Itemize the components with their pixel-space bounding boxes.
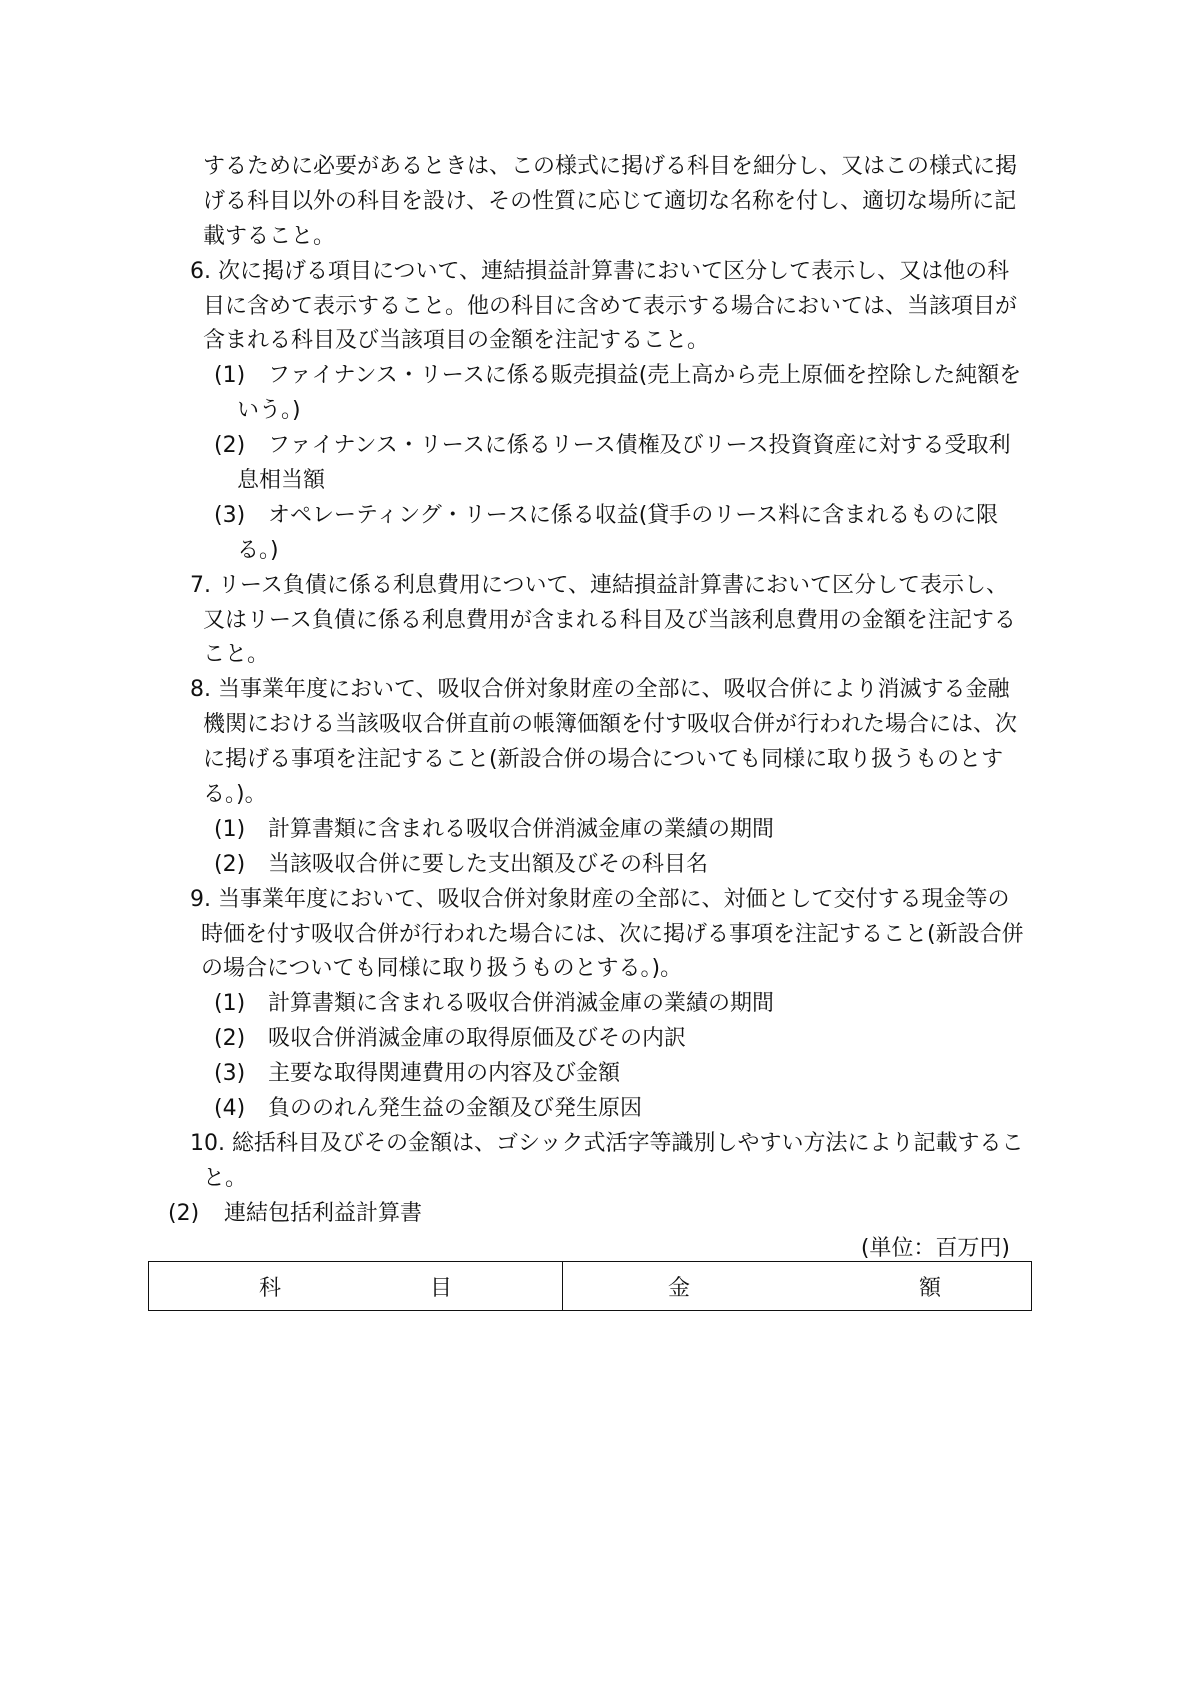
sub-label: (4) [214,1096,246,1122]
item-9-sub-2 [214,1022,1181,1057]
sub-text: オペレーティング・リースに係る収益(貸手のリース料に含まれるものに限 [268,502,999,528]
item-9-sub-4 [214,1092,1181,1127]
sub-text: 主要な取得関連費用の内容及び金額 [268,1061,621,1087]
item-8-sub-2 [214,848,1181,883]
header-char: 科 [259,1275,282,1301]
item-10-line: と。 [203,1165,248,1191]
sub-text-cont: 息相当額 [237,468,326,494]
item-7-line: 又はリース負債に係る利息費用が含まれる科目及び当該利息費用の金額を注記する [203,607,1016,633]
text-line: げる科目以外の科目を設け、その性質に応じて適切な名称を付し、適切な場所に記 [203,188,1017,214]
header-cell-item [149,1262,563,1311]
table-header-row [149,1262,1032,1311]
item-8-line: る。)。 [203,782,267,808]
item-9-sub-3 [214,1057,1181,1092]
sub-text: 負ののれん発生益の金額及び発生原因 [268,1096,643,1122]
sub-label: (1) [214,363,246,389]
item-6-sub-2 [214,429,1181,464]
item-6-line: 目に含めて表示すること。他の科目に含めて表示する場合においては、当該項目が [203,293,1018,319]
item-6-line: 含まれる科目及び当該項目の金額を注記すること。 [203,328,710,354]
header-char: 額 [918,1275,941,1301]
unit-label: (単位：百万円) [860,1235,1010,1261]
section-title: 連結包括利益計算書 [224,1200,423,1226]
sub-label: (1) [214,816,246,842]
item-8-line: に掲げる事項を注記すること(新設合併の場合についても同様に取り扱うものとす [203,747,1004,773]
item-7-line: 7. リース負債に係る利息費用について、連結損益計算書において区分して表示し、 [190,572,1009,598]
header-char: 金 [668,1275,691,1301]
statement-table [148,1261,1032,1311]
sub-label: (2) [214,1026,246,1052]
sub-label: (3) [214,502,246,528]
item-8-sub-1 [214,813,1181,848]
item-6-sub-1 [214,359,1181,394]
item-7-line: こと。 [203,642,270,668]
item-6-line: 6. 次に掲げる項目について、連結損益計算書において区分して表示し、又は他の科 [190,258,1010,284]
sub-text-cont: る。) [237,537,279,563]
item-8-line: 8. 当事業年度において、吸収合併対象財産の全部に、吸収合併により消滅する金融 [190,677,1010,703]
text-line: 載すること。 [203,223,336,249]
sub-text: ファイナンス・リースに係る販売損益(売上高から売上原価を控除した純額を [268,363,1022,389]
sub-text: 当該吸収合併に要した支出額及びその科目名 [268,851,709,877]
sub-text: ファイナンス・リースに係るリース債権及びリース投資資産に対する受取利 [268,433,1011,459]
sub-label: (3) [214,1061,246,1087]
header-cell-amount [563,1262,1032,1311]
item-6-sub-3 [214,499,1181,534]
header-char: 目 [429,1275,452,1301]
sub-text-cont: いう。) [237,398,301,424]
sub-text: 計算書類に含まれる吸収合併消滅金庫の業績の期間 [268,816,775,842]
sub-label: (2) [214,433,246,459]
item-8-line: 機関における当該吸収合併直前の帳簿価額を付す吸収合併が行われた場合には、次 [203,712,1018,738]
item-10-line: 10. 総括科目及びその金額は、ゴシック式活字等識別しやすい方法により記載するこ [190,1130,1024,1156]
sub-text: 計算書類に含まれる吸収合併消滅金庫の業績の期間 [268,991,775,1017]
sub-label: (1) [214,991,246,1017]
item-9-sub-1 [214,987,1181,1022]
section-heading [168,1197,1181,1232]
sub-label: (2) [214,851,246,877]
text-line: するために必要があるときは、この様式に掲げる科目を細分し、又はこの様式に掲 [203,154,1018,179]
item-9-line: 時価を付す吸収合併が行われた場合には、次に掲げる事項を注記すること(新設合併 [201,921,1024,947]
document-body [0,150,1181,1267]
item-9-line: 9. 当事業年度において、吸収合併対象財産の全部に、対価として交付する現金等の [190,886,1010,912]
item-9-line: の場合についても同様に取り扱うものとする。)。 [201,956,683,982]
sub-text: 吸収合併消滅金庫の取得原価及びその内訳 [268,1026,687,1052]
section-label: (2) [168,1200,200,1226]
